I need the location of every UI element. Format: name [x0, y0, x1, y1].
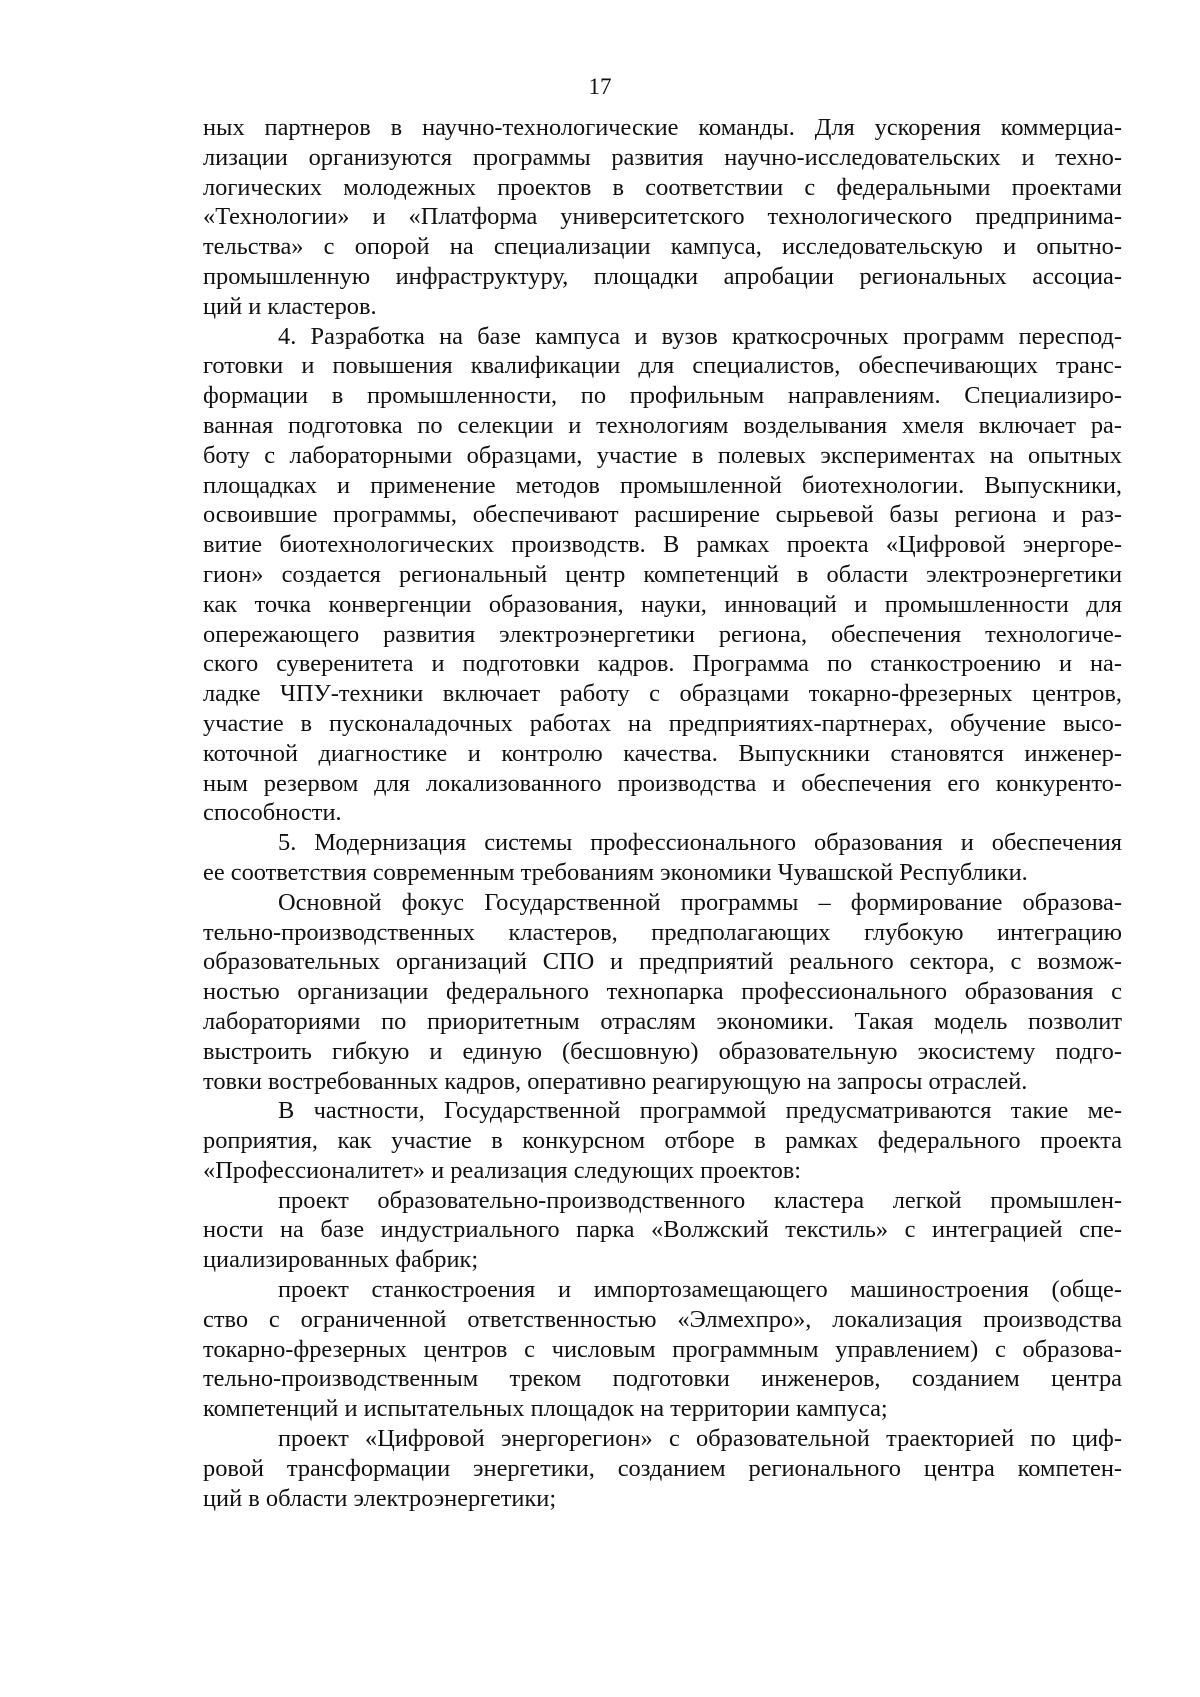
- page-number: 17: [588, 74, 612, 99]
- text-line: товки востребованных кадров, оперативно реагирующую на запросы отраслей.: [203, 1067, 1028, 1095]
- text-line: тельно-производственным треком подготовки инженеров, созданием центра: [203, 1365, 1122, 1393]
- text-line: опережающего развития электроэнергетики региона, обеспечения технологиче-: [203, 620, 1122, 648]
- text-line: В частности, Государственной программой предусматриваются такие ме-: [278, 1097, 1122, 1125]
- text-line: ского суверенитета и подготовки кадров. Программа по станкостроению и на-: [203, 650, 1122, 678]
- text-line: ностью организации федерального технопарка профессионального образования с: [203, 978, 1122, 1006]
- text-line: проект «Цифровой энергорегион» с образовательной траекторией по циф-: [278, 1425, 1122, 1453]
- text-line: ство с ограниченной ответственностью «Элмехпро», локализация производства: [203, 1305, 1122, 1333]
- text-line: коточной диагностике и контролю качества. Выпускники становятся инженер-: [203, 739, 1122, 767]
- text-line: боту с лабораторными образцами, участие в полевых экспериментах на опытных: [203, 441, 1122, 469]
- text-line: ций в области электроэнергетики;: [203, 1484, 557, 1512]
- text-line: формации в промышленности, по профильным направлениям. Специализиро-: [203, 382, 1122, 410]
- text-line: гион» создается региональный центр компетенций в области электроэнергетики: [203, 560, 1122, 588]
- text-line: токарно-фрезерных центров с числовым программным управлением) с образова-: [203, 1335, 1122, 1363]
- text-line: как точка конвергенции образования, науки, инноваций и промышленности для: [203, 590, 1122, 618]
- text-line: проект образовательно-производственного кластера легкой промышлен-: [278, 1186, 1122, 1214]
- text-line: площадках и применение методов промышленной биотехнологии. Выпускники,: [203, 471, 1122, 499]
- text-line: роприятия, как участие в конкурсном отборе в рамках федерального проекта: [203, 1127, 1122, 1155]
- text-line: 5. Модернизация системы профессионального образования и обеспечения: [278, 829, 1122, 857]
- text-line: ровой трансформации энергетики, созданием регионального центра компетен-: [203, 1454, 1122, 1482]
- text-line: 4. Разработка на базе кампуса и вузов краткосрочных программ переспод-: [278, 322, 1122, 350]
- text-line: выстроить гибкую и единую (бесшовную) образовательную экосистему подго-: [203, 1037, 1122, 1065]
- text-line: ее соответствия современным требованиям экономики Чувашской Республики.: [203, 858, 1028, 886]
- text-line: витие биотехнологических производств. В рамках проекта «Цифровой энергоре-: [203, 531, 1122, 559]
- text-line: лабораториями по приоритетным отраслям экономики. Такая модель позволит: [203, 1007, 1122, 1035]
- text-line: участие в пусконаладочных работах на предприятиях-партнерах, обучение высо-: [203, 709, 1122, 737]
- text-line: тельства» с опорой на специализации кампуса, исследовательскую и опытно-: [203, 233, 1122, 261]
- text-line: ности на базе индустриального парка «Волжский текстиль» с интеграцией спе-: [203, 1216, 1122, 1244]
- text-line: ным резервом для локализованного производства и обеспечения его конкуренто-: [203, 769, 1122, 797]
- text-line: освоившие программы, обеспечивают расширение сырьевой базы региона и раз-: [203, 501, 1122, 529]
- text-line: лизации организуются программы развития научно-исследовательских и техно-: [203, 143, 1122, 171]
- text-line: проект станкостроения и импортозамещающего машиностроения (обще-: [278, 1276, 1122, 1304]
- text-line: Основной фокус Государственной программы – формирование образова-: [278, 888, 1122, 916]
- text-line: ных партнеров в научно-технологические команды. Для ускорения коммерциа-: [203, 114, 1122, 141]
- text-line: тельно-производственных кластеров, предполагающих глубокую интеграцию: [203, 918, 1122, 946]
- text-line: ций и кластеров.: [203, 292, 377, 320]
- document-body: [203, 113, 1122, 1513]
- text-line: способности.: [203, 799, 342, 827]
- text-line: циализированных фабрик;: [203, 1246, 479, 1274]
- text-line: «Профессионалитет» и реализация следующих проектов:: [203, 1156, 802, 1184]
- text-line: образовательных организаций СПО и предприятий реального сектора, с возмож-: [203, 948, 1122, 976]
- text-line: готовки и повышения квалификации для специалистов, обеспечивающих транс-: [203, 352, 1122, 380]
- text-line: ладке ЧПУ-техники включает работу с образцами токарно-фрезерных центров,: [203, 680, 1122, 708]
- text-line: «Технологии» и «Платформа университетского технологического предпринима-: [203, 203, 1122, 231]
- text-line: промышленную инфраструктуру, площадки апробации региональных ассоциа-: [203, 262, 1122, 290]
- text-line: компетенций и испытательных площадок на территории кампуса;: [203, 1395, 888, 1423]
- text-line: логических молодежных проектов в соответствии с федеральными проектами: [203, 173, 1122, 201]
- text-line: ванная подготовка по селекции и технологиям возделывания хмеля включает ра-: [203, 411, 1122, 439]
